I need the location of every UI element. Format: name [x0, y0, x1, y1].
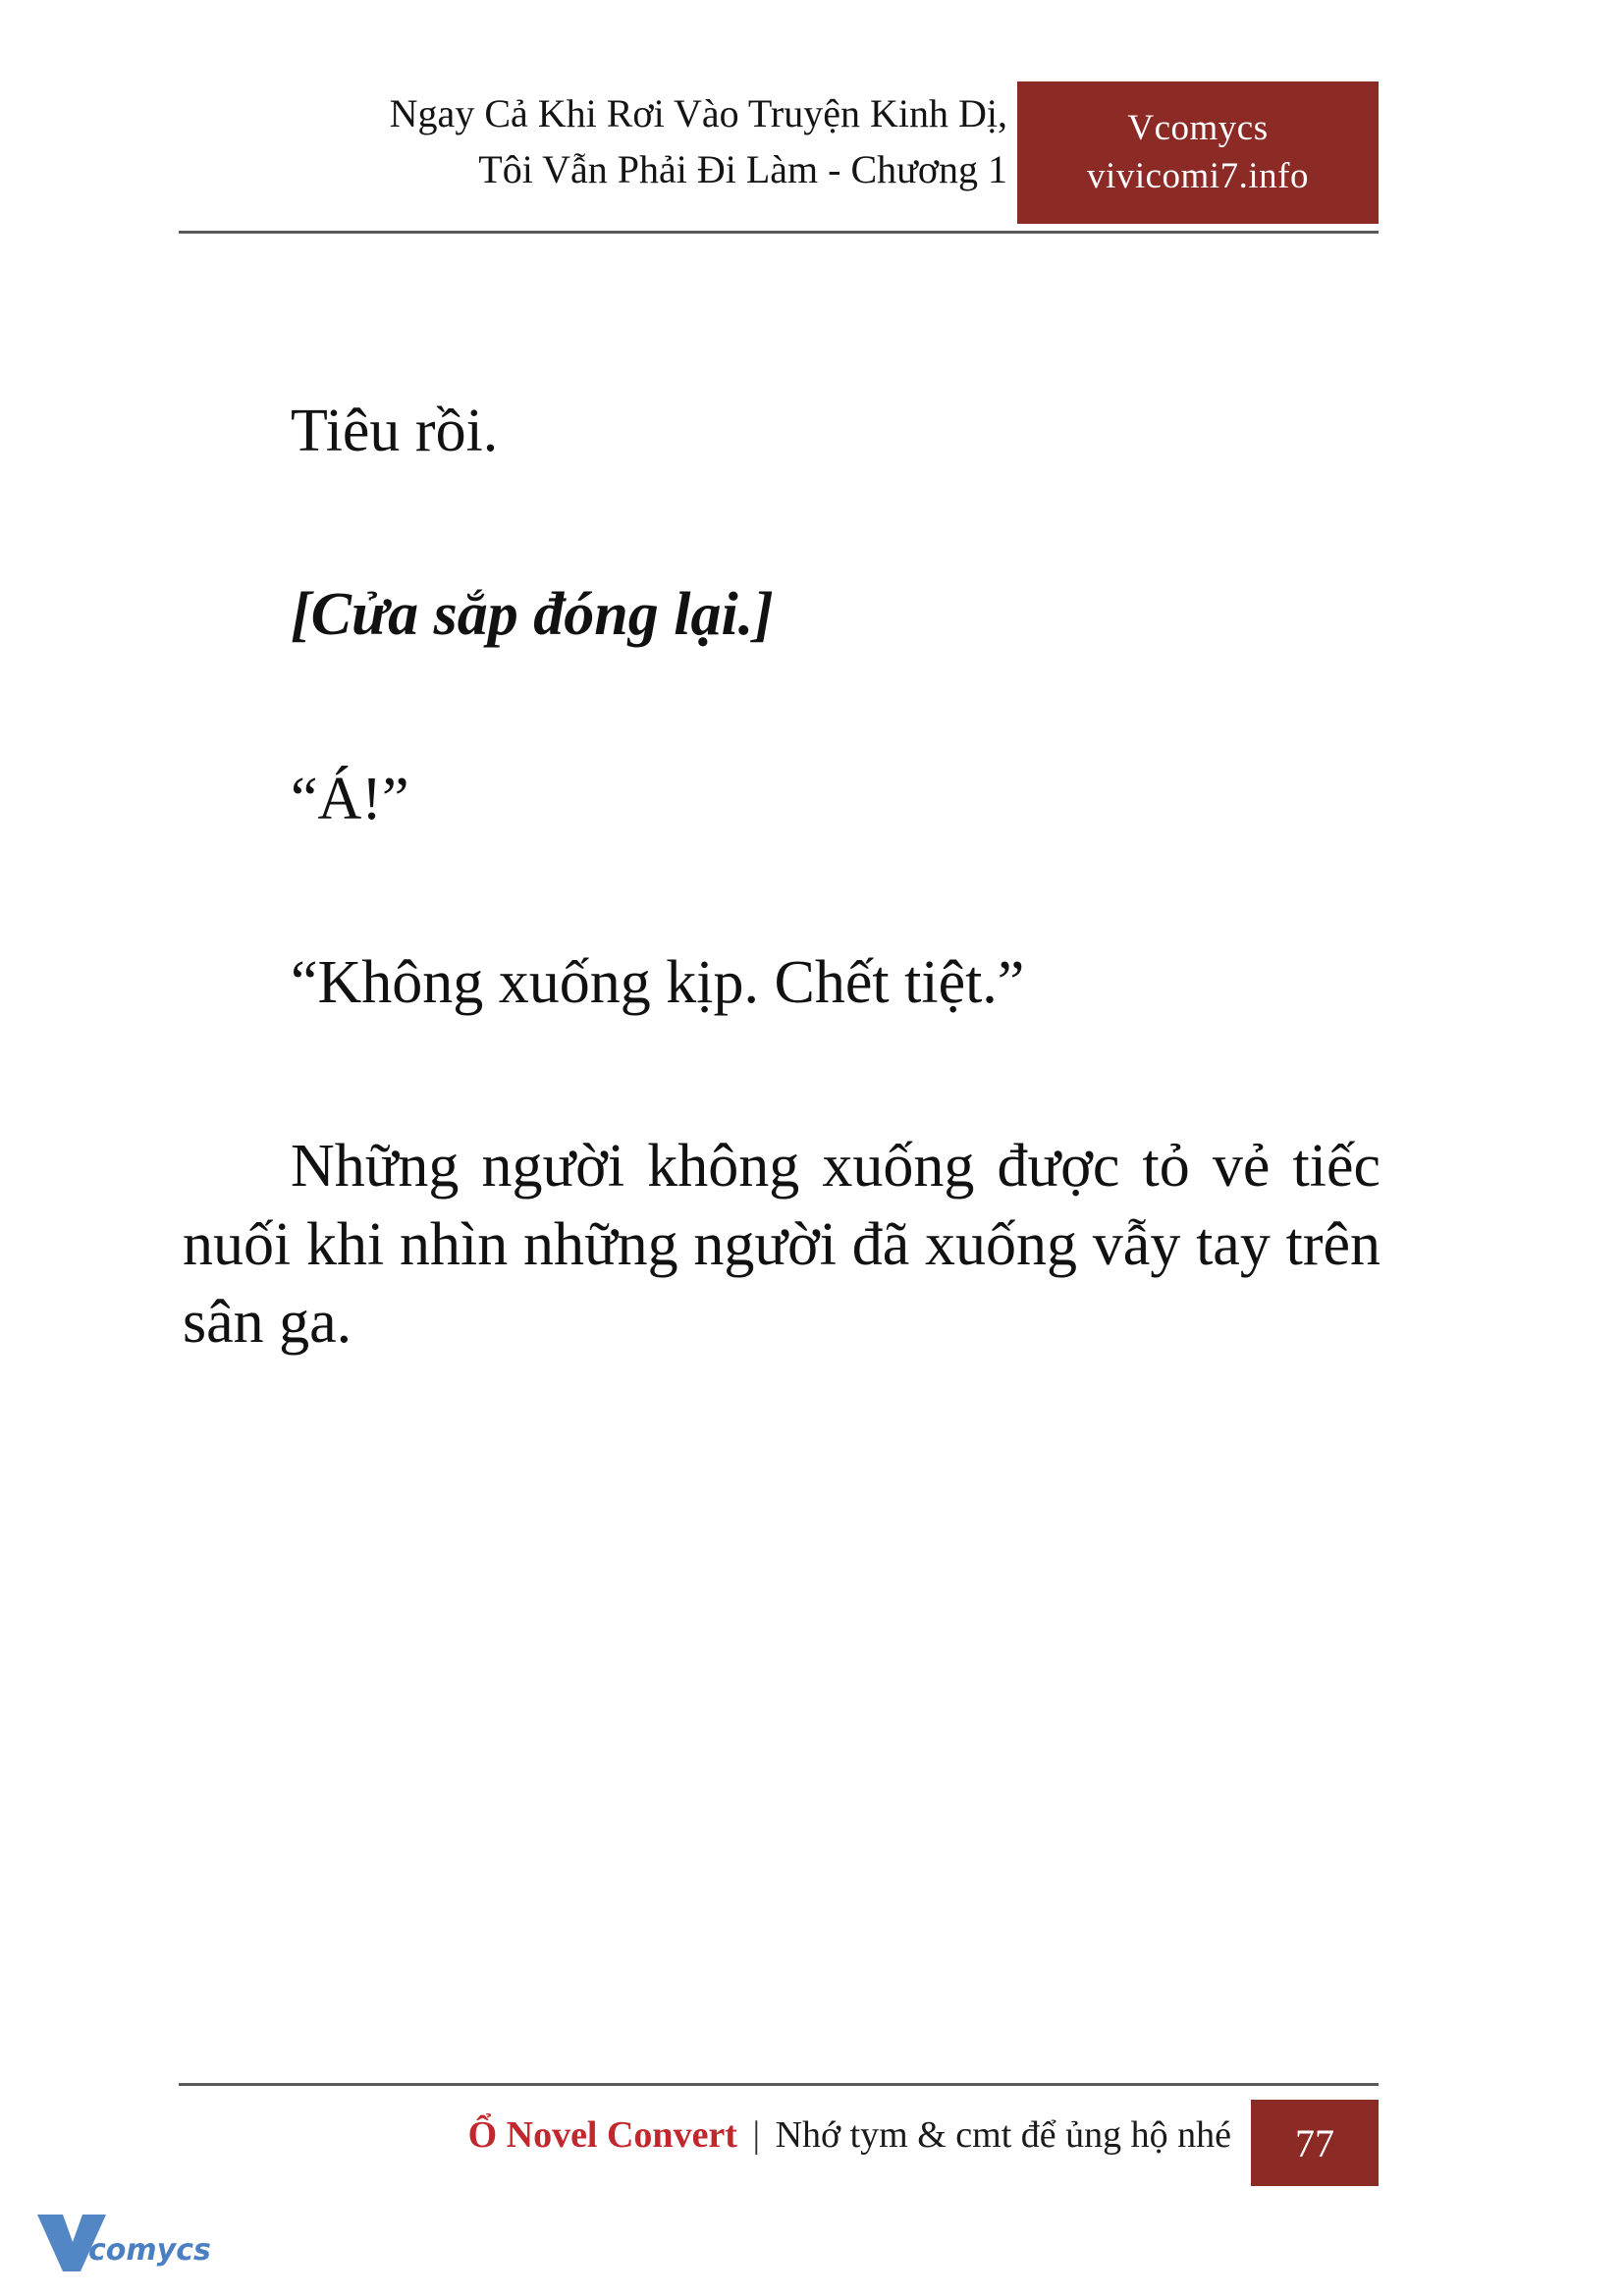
page-header	[179, 86, 1379, 234]
header-title-line-1: Ngay Cả Khi Rơi Vào Truyện Kinh Dị,	[389, 91, 1007, 135]
footer-note: Nhớ tym & cmt để ủng hộ nhé	[775, 2114, 1231, 2156]
paragraph-1: Tiêu rồi.	[291, 398, 499, 464]
page-footer	[179, 2083, 1379, 2179]
site-badge	[1017, 81, 1379, 224]
site-badge-name: Vcomycs	[1127, 108, 1269, 149]
header-title	[179, 86, 1023, 198]
paragraph-2-system-message: [Cửa sắp đóng lại.]	[291, 581, 774, 649]
footer-credit	[468, 2113, 1231, 2157]
paragraph-4: “Không xuống kịp. Chết tiệt.”	[291, 949, 1025, 1017]
paragraph-5: Những người không xuống được tỏ vẻ tiếc nuối khi nhìn những người đã xuống vẫy tay trên sân ga.	[183, 1133, 1380, 1357]
page-content	[183, 393, 1380, 1362]
site-badge-url: vivicomi7.info	[1087, 155, 1309, 196]
footer-inner	[179, 2104, 1379, 2182]
vcomycs-watermark-logo	[33, 2209, 259, 2279]
footer-separator: |	[752, 2114, 761, 2156]
svg-text:comycs: comycs	[88, 2233, 211, 2268]
header-title-line-2: Tôi Vẫn Phải Đi Làm - Chương 1	[478, 146, 1007, 191]
footer-brand: Ổ Novel Convert	[467, 2114, 737, 2156]
paragraph-3: “Á!”	[291, 765, 409, 832]
page-number-badge: 77	[1251, 2100, 1379, 2186]
